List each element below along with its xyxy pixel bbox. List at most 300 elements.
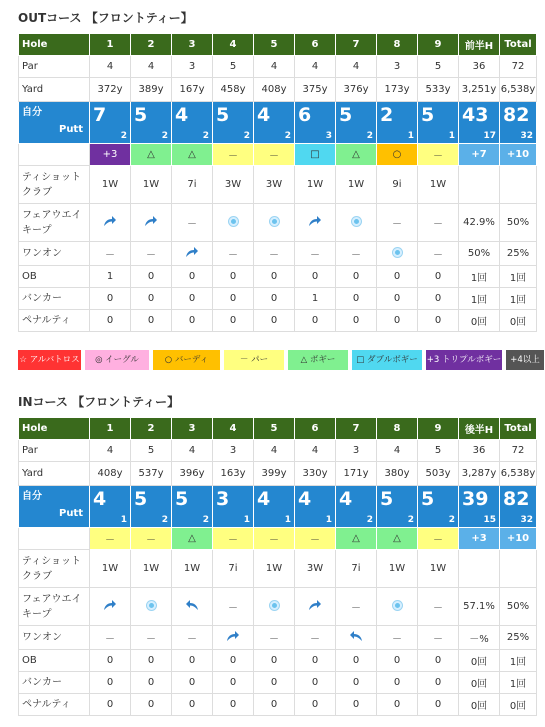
result-badge: － <box>295 528 336 550</box>
stroke-count: 5 <box>175 488 189 510</box>
ob-row-cell: 0 <box>336 650 377 672</box>
par-row-cell: 72 <box>500 440 537 462</box>
arrow-left-icon <box>185 599 199 611</box>
one-on-row-cell: － <box>131 626 172 650</box>
result-badge: +3 <box>90 144 131 166</box>
result-badge: － <box>418 528 459 550</box>
par-row-cell: 5 <box>418 56 459 78</box>
result-badge: － <box>418 144 459 166</box>
result-badge: +7 <box>459 144 500 166</box>
par-row-cell: 5 <box>213 56 254 78</box>
putt-count: 2 <box>120 131 127 141</box>
score-cell <box>418 486 459 528</box>
penalty-row-cell: 0回 <box>459 694 500 716</box>
tee-club-row-cell: 1W <box>418 550 459 588</box>
ob-row-cell: 0 <box>418 266 459 288</box>
result-label <box>19 144 90 166</box>
penalty-row-cell: 0 <box>172 310 213 332</box>
penalty-row-cell: 0 <box>418 694 459 716</box>
score-cell <box>377 102 418 144</box>
putt-count: 2 <box>284 131 291 141</box>
bunker-row-cell: 0 <box>213 288 254 310</box>
yard-row-cell: 167y <box>172 78 213 102</box>
arrow-right-icon <box>144 215 158 227</box>
one-on-row-cell: 25% <box>500 242 537 266</box>
putt-count: 3 <box>325 131 332 141</box>
par-row-cell: 4 <box>254 56 295 78</box>
par-row-cell: 36 <box>459 56 500 78</box>
par-row-cell: 5 <box>418 440 459 462</box>
putt-count: 17 <box>483 131 496 141</box>
yard-row-cell: 173y <box>377 78 418 102</box>
fairway-keep-row-cell <box>131 588 172 626</box>
bunker-row-cell: 0 <box>418 288 459 310</box>
tee-club-row-label: ティショット クラブ <box>19 550 90 588</box>
result-badge: +10 <box>500 144 537 166</box>
score-legend <box>18 350 538 370</box>
ob-row-cell: 0 <box>254 650 295 672</box>
penalty-row-cell: 0 <box>295 694 336 716</box>
fairway-keep-row-cell <box>254 204 295 242</box>
in-course-title: INコース 【フロントティー】 <box>18 395 180 409</box>
bunker-row-cell: 0 <box>90 288 131 310</box>
result-badge: － <box>254 144 295 166</box>
one-on-row-cell: －% <box>459 626 500 650</box>
result-badge: △ <box>172 528 213 550</box>
self-label-text: 自分 <box>22 107 42 118</box>
one-on-row-cell <box>377 242 418 266</box>
ob-row-cell: 1回 <box>500 266 537 288</box>
fairway-keep-row-label: フェアウエイ キープ <box>19 588 90 626</box>
fairway-keep-row-cell <box>336 204 377 242</box>
ob-row-cell: 1回 <box>500 650 537 672</box>
tee-club-row-cell: 3W <box>213 166 254 204</box>
bunker-row-cell: 0 <box>295 672 336 694</box>
tee-club-row-cell <box>459 166 500 204</box>
one-on-row-cell: － <box>377 626 418 650</box>
bunker-row <box>19 672 537 694</box>
tee-club-row-cell: 1W <box>336 166 377 204</box>
score-cell <box>90 102 131 144</box>
fairway-keep-row-cell: － <box>213 588 254 626</box>
hole-number: 9 <box>418 418 459 440</box>
bunker-row-cell: 0 <box>131 288 172 310</box>
putt-count: 2 <box>243 131 250 141</box>
fairway-keep-row-cell: 42.9% <box>459 204 500 242</box>
penalty-row-cell: 0回 <box>459 310 500 332</box>
fairway-keep-row <box>19 588 537 626</box>
par-row-cell: 4 <box>336 56 377 78</box>
tee-club-row-cell: 7i <box>172 166 213 204</box>
par-row-cell: 4 <box>172 440 213 462</box>
fairway-keep-row-cell <box>377 588 418 626</box>
score-cell <box>254 486 295 528</box>
yard-row-cell: 3,287y <box>459 462 500 486</box>
fairway-keep-row-cell: － <box>336 588 377 626</box>
ob-row-cell: 0 <box>295 650 336 672</box>
putt-count: 2 <box>202 515 209 525</box>
par-row-cell: 3 <box>213 440 254 462</box>
yard-row <box>19 78 537 102</box>
penalty-row-cell: 0 <box>295 310 336 332</box>
arrow-right-icon <box>308 599 322 611</box>
self-label-text: 自分 <box>22 491 42 502</box>
legend-item: ☆ アルバトロス <box>18 350 81 370</box>
bunker-row-cell: 0 <box>131 672 172 694</box>
score-cell <box>213 102 254 144</box>
fairway-keep-row-cell <box>131 204 172 242</box>
tee-club-row <box>19 550 537 588</box>
yard-row-cell: 458y <box>213 78 254 102</box>
ob-row-cell: 0 <box>336 266 377 288</box>
one-on-row-cell: － <box>90 242 131 266</box>
result-badge: － <box>254 528 295 550</box>
penalty-row-cell: 0 <box>131 310 172 332</box>
par-row-cell: 4 <box>295 440 336 462</box>
tee-club-row-cell: 1W <box>131 550 172 588</box>
tee-club-row-cell: 1W <box>131 166 172 204</box>
ob-row-cell: 0 <box>213 266 254 288</box>
bunker-row-cell: 1回 <box>459 288 500 310</box>
putt-count: 32 <box>520 131 533 141</box>
tee-club-row-cell: 3W <box>295 550 336 588</box>
arrow-right-icon <box>103 215 117 227</box>
score-cell <box>459 486 500 528</box>
putt-count: 1 <box>325 515 332 525</box>
one-on-row-cell: － <box>418 626 459 650</box>
putt-count: 2 <box>407 515 414 525</box>
bunker-row <box>19 288 537 310</box>
ob-row-cell: 0 <box>295 266 336 288</box>
one-on-row-label: ワンオン <box>19 626 90 650</box>
putt-count: 1 <box>448 131 455 141</box>
score-cell <box>131 102 172 144</box>
bunker-row-label: バンカー <box>19 288 90 310</box>
par-row <box>19 440 537 462</box>
one-on-row-cell: － <box>213 242 254 266</box>
out-course-title: OUTコース 【フロントティー】 <box>18 11 193 25</box>
stroke-count: 43 <box>462 104 489 126</box>
yard-row-cell: 376y <box>336 78 377 102</box>
putt-count: 2 <box>366 131 373 141</box>
yard-row-cell: 375y <box>295 78 336 102</box>
fairway-keep-row-cell <box>295 204 336 242</box>
hole-number: 6 <box>295 418 336 440</box>
par-row-cell: 4 <box>90 56 131 78</box>
putt-label: Putt <box>58 124 83 135</box>
hole-number: 7 <box>336 418 377 440</box>
yard-row-cell: 408y <box>254 78 295 102</box>
ob-row <box>19 650 537 672</box>
penalty-row-cell: 0 <box>90 310 131 332</box>
circle-icon <box>352 217 361 226</box>
one-on-row-cell <box>213 626 254 650</box>
par-row-cell: 3 <box>336 440 377 462</box>
ob-row-cell: 0 <box>254 266 295 288</box>
yard-row-cell: 372y <box>90 78 131 102</box>
yard-row-cell: 503y <box>418 462 459 486</box>
result-badge: △ <box>377 528 418 550</box>
score-cell <box>131 486 172 528</box>
header-row <box>19 34 537 56</box>
one-on-row-label: ワンオン <box>19 242 90 266</box>
tee-club-row-cell: 7i <box>213 550 254 588</box>
hole-number: 3 <box>172 418 213 440</box>
score-cell <box>336 102 377 144</box>
circle-icon <box>393 248 402 257</box>
ob-row-cell: 0 <box>172 266 213 288</box>
bunker-row-cell: 0 <box>336 672 377 694</box>
result-badge: △ <box>336 144 377 166</box>
stroke-count: 4 <box>339 488 353 510</box>
putt-count: 2 <box>202 131 209 141</box>
tee-club-row <box>19 166 537 204</box>
bunker-row-cell: 0 <box>418 672 459 694</box>
score-cell <box>295 102 336 144</box>
score-cell <box>418 102 459 144</box>
one-on-row-cell: － <box>336 242 377 266</box>
hole-number: Total <box>500 418 537 440</box>
bunker-row-cell: 0 <box>213 672 254 694</box>
yard-row-label: Yard <box>19 78 90 102</box>
hole-number: 2 <box>131 34 172 56</box>
bunker-row-cell: 1回 <box>500 288 537 310</box>
bunker-row-cell: 0 <box>336 288 377 310</box>
legend-item: △ ボギー <box>288 350 348 370</box>
tee-club-row-cell: 9i <box>377 166 418 204</box>
putt-count: 2 <box>448 515 455 525</box>
result-badge: △ <box>336 528 377 550</box>
penalty-row-cell: 0 <box>336 694 377 716</box>
hole-number: 2 <box>131 418 172 440</box>
hole-number: 7 <box>336 34 377 56</box>
stroke-count: 2 <box>380 104 394 126</box>
hole-number: 1 <box>90 418 131 440</box>
score-cell <box>336 486 377 528</box>
penalty-row-cell: 0 <box>131 694 172 716</box>
arrow-right-icon <box>308 215 322 227</box>
legend-item: ○ バーディ <box>153 350 220 370</box>
yard-row-cell: 6,538y <box>500 78 537 102</box>
fairway-keep-row-cell: － <box>172 204 213 242</box>
one-on-row-cell: － <box>90 626 131 650</box>
yard-row-cell: 399y <box>254 462 295 486</box>
arrow-left-icon <box>349 630 363 642</box>
result-badge: － <box>131 528 172 550</box>
yard-row-cell: 171y <box>336 462 377 486</box>
one-on-row-cell: － <box>131 242 172 266</box>
score-cell <box>500 102 537 144</box>
result-badge: +10 <box>500 528 537 550</box>
legend-item: ◎ イーグル <box>85 350 149 370</box>
result-badge: +3 <box>459 528 500 550</box>
ob-row-cell: 0 <box>418 650 459 672</box>
ob-row-label: OB <box>19 266 90 288</box>
yard-row-label: Yard <box>19 462 90 486</box>
one-on-row-cell: － <box>254 242 295 266</box>
stroke-count: 4 <box>93 488 107 510</box>
par-row-cell: 4 <box>295 56 336 78</box>
tee-club-row-cell <box>459 550 500 588</box>
fairway-keep-row-label: フェアウエイ キープ <box>19 204 90 242</box>
penalty-row <box>19 694 537 716</box>
ob-row-cell: 0 <box>213 650 254 672</box>
stroke-count: 82 <box>503 488 530 510</box>
ob-row-cell: 0 <box>377 650 418 672</box>
penalty-row-cell: 0 <box>213 310 254 332</box>
ob-row-label: OB <box>19 650 90 672</box>
result-badge: － <box>213 528 254 550</box>
penalty-row-cell: 0回 <box>500 310 537 332</box>
hole-number: 5 <box>254 418 295 440</box>
penalty-row-label: ペナルティ <box>19 310 90 332</box>
ob-row-cell: 1 <box>90 266 131 288</box>
result-badge: △ <box>131 144 172 166</box>
one-on-row <box>19 242 537 266</box>
score-cell <box>172 486 213 528</box>
penalty-row-cell: 0 <box>336 310 377 332</box>
yard-row-cell: 380y <box>377 462 418 486</box>
bunker-row-cell: 0 <box>254 672 295 694</box>
yard-row-cell: 163y <box>213 462 254 486</box>
score-cell <box>377 486 418 528</box>
fairway-keep-row-cell: 50% <box>500 204 537 242</box>
fairway-keep-row-cell <box>295 588 336 626</box>
yard-row-cell: 389y <box>131 78 172 102</box>
par-row-cell: 72 <box>500 56 537 78</box>
penalty-row-cell: 0 <box>418 310 459 332</box>
ob-row-cell: 0 <box>172 650 213 672</box>
penalty-row-cell: 0 <box>172 694 213 716</box>
score-cell <box>172 102 213 144</box>
bunker-row-cell: 0 <box>254 288 295 310</box>
tee-club-row-cell: 1W <box>90 166 131 204</box>
putt-count: 32 <box>520 515 533 525</box>
hole-number: Total <box>500 34 537 56</box>
ob-row-cell: 0 <box>90 650 131 672</box>
yard-row-cell: 3,251y <box>459 78 500 102</box>
circle-icon <box>393 601 402 610</box>
tee-club-row-cell: 1W <box>254 550 295 588</box>
score-cell <box>500 486 537 528</box>
bunker-row-cell: 0回 <box>459 672 500 694</box>
tee-club-row-cell <box>500 550 537 588</box>
one-on-row-cell: － <box>172 626 213 650</box>
stroke-count: 5 <box>216 104 230 126</box>
bunker-row-cell: 0 <box>172 672 213 694</box>
score-cell <box>90 486 131 528</box>
stroke-count: 6 <box>298 104 312 126</box>
yard-row-cell: 408y <box>90 462 131 486</box>
stroke-count: 3 <box>216 488 230 510</box>
self-score-row <box>19 486 537 528</box>
ob-row <box>19 266 537 288</box>
score-cell <box>213 486 254 528</box>
fairway-keep-row-cell: 57.1% <box>459 588 500 626</box>
tee-club-row-cell: 1W <box>172 550 213 588</box>
penalty-row <box>19 310 537 332</box>
ob-row-cell: 0 <box>131 266 172 288</box>
tee-club-row-cell: 1W <box>377 550 418 588</box>
par-row-cell: 3 <box>377 56 418 78</box>
putt-count: 1 <box>120 515 127 525</box>
bunker-row-label: バンカー <box>19 672 90 694</box>
par-row-cell: 3 <box>172 56 213 78</box>
putt-count: 1 <box>243 515 250 525</box>
fairway-keep-row-cell <box>213 204 254 242</box>
result-row <box>19 144 537 166</box>
yard-row-cell: 396y <box>172 462 213 486</box>
par-row-cell: 4 <box>254 440 295 462</box>
fairway-keep-row-cell: 50% <box>500 588 537 626</box>
ob-row-cell: 0回 <box>459 650 500 672</box>
par-row-label: Par <box>19 56 90 78</box>
penalty-row-cell: 0 <box>213 694 254 716</box>
hole-number: 9 <box>418 34 459 56</box>
tee-club-row-label: ティショット クラブ <box>19 166 90 204</box>
legend-item: +4以上 <box>506 350 544 370</box>
par-row-cell: 4 <box>377 440 418 462</box>
hole-number: 後半H <box>459 418 500 440</box>
putt-count: 1 <box>284 515 291 525</box>
score-cell <box>459 102 500 144</box>
one-on-row-cell <box>172 242 213 266</box>
par-row-cell: 4 <box>131 56 172 78</box>
one-on-row-cell: － <box>295 242 336 266</box>
in-scorecard-table <box>18 417 537 716</box>
bunker-row-cell: 0 <box>377 672 418 694</box>
hole-number: 3 <box>172 34 213 56</box>
result-badge: － <box>213 144 254 166</box>
par-row-label: Par <box>19 440 90 462</box>
penalty-row-cell: 0 <box>254 310 295 332</box>
arrow-right-icon <box>185 246 199 258</box>
hole-number: 8 <box>377 418 418 440</box>
self-label <box>19 102 90 144</box>
penalty-row-label: ペナルティ <box>19 694 90 716</box>
stroke-count: 5 <box>134 104 148 126</box>
penalty-row-cell: 0回 <box>500 694 537 716</box>
legend-item: － パー <box>224 350 284 370</box>
tee-club-row-cell: 1W <box>90 550 131 588</box>
hole-number: 4 <box>213 418 254 440</box>
par-row-cell: 36 <box>459 440 500 462</box>
result-badge: △ <box>172 144 213 166</box>
putt-count: 2 <box>161 515 168 525</box>
putt-count: 1 <box>407 131 414 141</box>
result-badge: － <box>90 528 131 550</box>
one-on-row-cell <box>336 626 377 650</box>
circle-icon <box>147 601 156 610</box>
stroke-count: 4 <box>298 488 312 510</box>
one-on-row-cell: － <box>295 626 336 650</box>
tee-club-row-cell: 1W <box>295 166 336 204</box>
hole-number: 8 <box>377 34 418 56</box>
bunker-row-cell: 0 <box>90 672 131 694</box>
one-on-row-cell: － <box>418 242 459 266</box>
hole-number: 前半H <box>459 34 500 56</box>
penalty-row-cell: 0 <box>90 694 131 716</box>
stroke-count: 5 <box>134 488 148 510</box>
hole-header: Hole <box>19 418 90 440</box>
hole-header: Hole <box>19 34 90 56</box>
fairway-keep-row-cell: － <box>377 204 418 242</box>
header-row <box>19 418 537 440</box>
yard-row <box>19 462 537 486</box>
stroke-count: 82 <box>503 104 530 126</box>
stroke-count: 7 <box>93 104 107 126</box>
stroke-count: 5 <box>421 488 435 510</box>
